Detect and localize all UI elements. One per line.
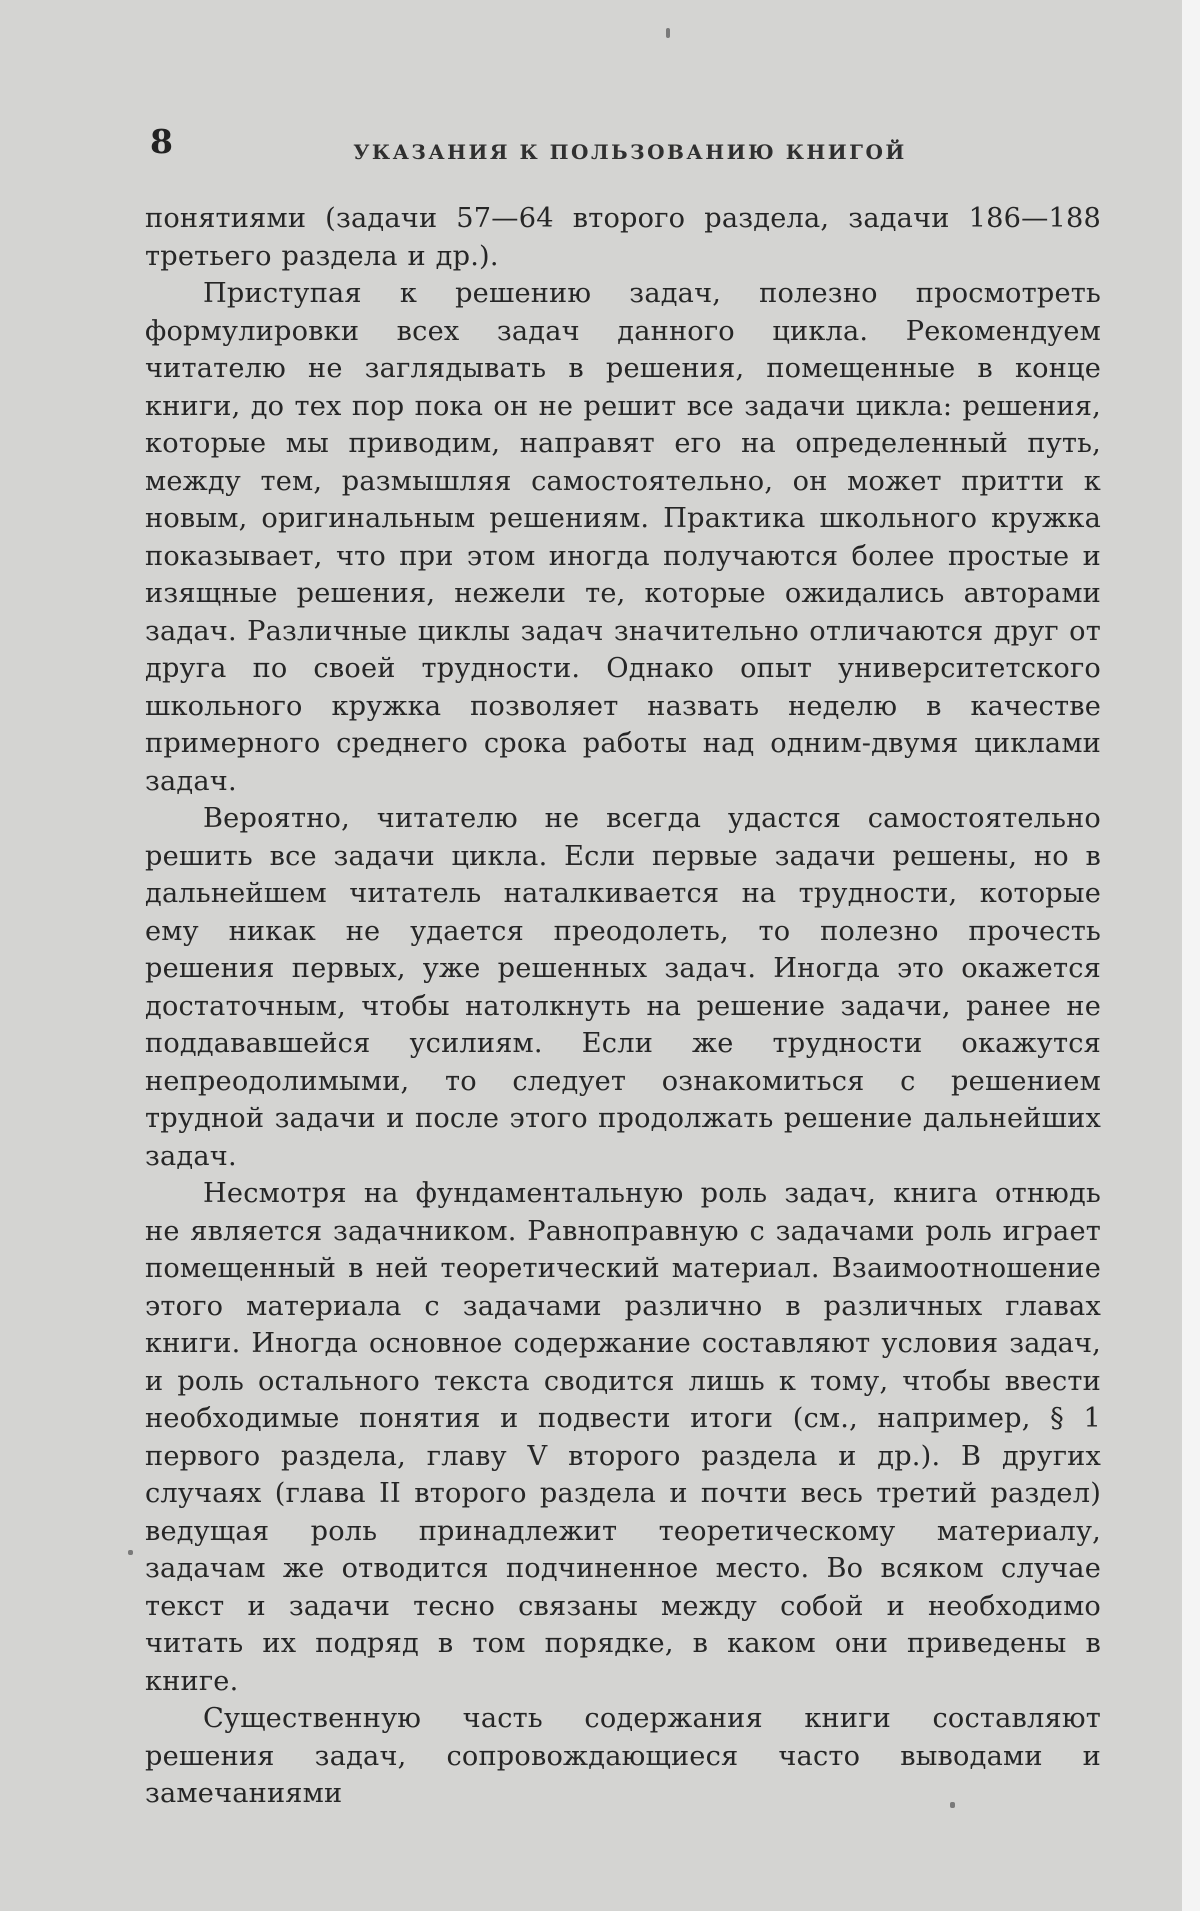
page-number: 8: [150, 122, 173, 161]
paragraph: понятиями (задачи 57—64 второго раздела, задачи 186—188 третьего раздела и др.).: [145, 203, 1101, 272]
margin-mark: [128, 1550, 133, 1555]
running-head: УКАЗАНИЯ К ПОЛЬЗОВАНИЮ КНИГОЙ: [353, 140, 907, 164]
scan-speck: [666, 28, 670, 38]
body-text: [145, 200, 1101, 1813]
paragraph: Приступая к решению задач, полезно просмотреть формулировки всех задач данного цикла. Рекомендуем читателю не заглядывать в решения, помещенные в конце книги, до тех пор пока он не решит все задачи цикла: решения, которые мы приводим, направят его на определенный путь, между тем, размышляя самостоятельно, он может притти к новым, оригинальным решениям. Практика школьного кружка показывает, что при этом иногда получаются более простые и изящные решения, нежели те, которые ожидались авторами задач. Различные циклы задач значительно отличаются друг от друга по своей трудности. Однако опыт университетского школьного кружка позволяет назвать неделю в качестве примерного среднего срока работы над одним-двумя циклами задач.: [145, 278, 1101, 797]
paragraph: Вероятно, читателю не всегда удастся самостоятельно решить все задачи цикла. Если первые задачи решены, но в дальнейшем читатель наталкивается на трудности, которые ему никак не удается преодолеть, то полезно прочесть решения первых, уже решенных задач. Иногда это окажется достаточным, чтобы натолкнуть на решение задачи, ранее не поддававшейся усилиям. Если же трудности окажутся непреодолимыми, то следует ознакомиться с решением трудной задачи и после этого продолжать решение дальнейших задач.: [145, 803, 1101, 1172]
paragraph: Несмотря на фундаментальную роль задач, книга отнюдь не является задачником. Равноправную с задачами роль играет помещенный в ней теоретический материал. Взаимоотношение этого материала с задачами различно в различных главах книги. Иногда основное содержание составляют условия задач, и роль остального текста сводится лишь к тому, чтобы ввести необходимые понятия и подвести итоги (см., например, § 1 первого раздела, главу V второго раздела и др.). В других случаях (глава II второго раздела и почти весь третий раздел) ведущая роль принадлежит теоретическому материалу, задачам же отводится подчиненное место. Во всяком случае текст и задачи тесно связаны между собой и необходимо читать их подряд в том порядке, в каком они приведены в книге.: [145, 1178, 1101, 1697]
page-header: [150, 122, 1110, 172]
paragraph: Существенную часть содержания книги составляют решения задач, сопровождающиеся часто выводами и замечаниями: [145, 1703, 1101, 1809]
